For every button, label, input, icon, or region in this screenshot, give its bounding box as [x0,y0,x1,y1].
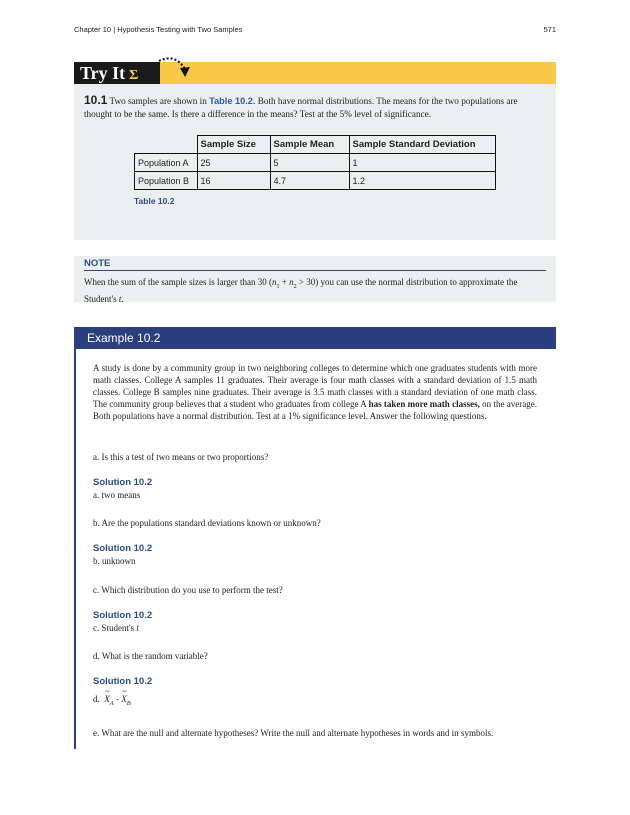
page-number: 571 [543,25,556,34]
header-sample-size: Sample Size [197,136,270,154]
note-box [74,256,556,302]
table-cell: 1 [349,154,495,172]
example-title: Example 10.2 [87,331,161,345]
note-text: When the sum of the sample sizes is larger than 30 $(n_1 + n_2 > 30)$ you can use the normal distribution to approximate the Student's t. [84,277,518,304]
question-c: c. Which distribution do you use to perform the test? [93,585,283,595]
solution-heading: Solution 10.2 [93,543,153,554]
try-it-banner [74,62,556,84]
table-cell: 25 [197,154,270,172]
answer-b: b. unknown [93,556,136,566]
table-cell: 1.2 [349,172,495,190]
try-it-label: Try It Σ [74,62,160,84]
table-row [135,172,496,190]
table-cell: 4.7 [270,172,349,190]
sample-table [134,135,496,190]
sigma-icon: Σ [129,68,139,83]
question-d: d. What is the random variable? [93,651,208,661]
question-e: e. What are the null and alternate hypotheses? Write the null and alternate hypotheses in words and in symbols. [93,728,494,738]
solution-heading: Solution 10.2 [93,610,153,621]
answer-a: a. two means [93,490,141,500]
table-cell: Population A [135,154,198,172]
answer-d: d. ~ $X_A$ - ~ $X_B$ [93,693,131,710]
question-a: a. Is this a test of two means or two proportions? [93,452,269,462]
example-paragraph: A study is done by a community group in two neighboring colleges to determine which one graduates students with more math classes. College A samples 11 graduates. Their average is four math classes with a standard deviation of 1.5 math classes. College B samples nine graduates. Their average is 3.5 math classes with a standard deviation of one math class. The community group believes that a student who graduates from college A has taken more math classes, on the average. Both populations have a normal distribution. Test at a 1% significance level. Answer the following questions. [93,363,537,421]
solution-heading: Solution 10.2 [93,676,153,687]
dotted-arrow-icon [157,55,193,85]
table-cell: 5 [270,154,349,172]
table-caption: Table 10.2 [134,196,175,206]
header-sample-mean: Sample Mean [270,136,349,154]
table-cell: Population B [135,172,198,190]
table-corner [135,136,198,154]
example-content [93,362,537,738]
table-link[interactable]: Table 10.2. [209,96,256,106]
try-it-panel [74,84,556,240]
exercise-number: 10.1 [84,93,108,107]
exercise-text: 10.1 Two samples are shown in Table 10.2. Both have normal distributions. The means for the two populations are thought to be the same. Is there a difference in the means? Test at the 5% level of significance. [84,93,518,119]
table-row [135,154,496,172]
running-header: Chapter 10 | Hypothesis Testing with Two Samples [74,25,243,34]
note-title: NOTE [84,258,546,271]
table-header-row [135,136,496,154]
answer-c: c. Student's t [93,623,139,633]
table-cell: 16 [197,172,270,190]
question-b: b. Are the populations standard deviations known or unknown? [93,518,321,528]
solution-heading: Solution 10.2 [93,477,153,488]
example-side-rule [74,349,76,749]
example-banner [74,327,556,349]
header-sample-sd: Sample Standard Deviation [349,136,495,154]
